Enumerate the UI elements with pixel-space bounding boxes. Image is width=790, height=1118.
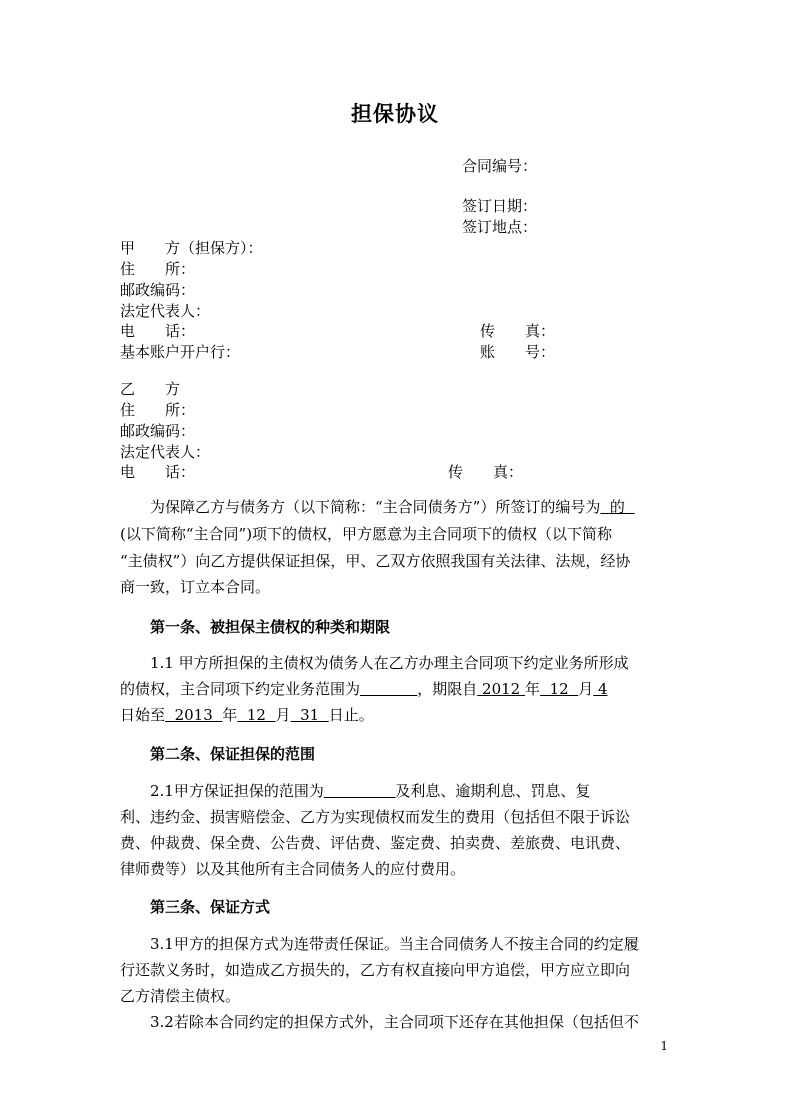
party-a-address-label: 住 所： [120, 260, 196, 278]
party-a-legal-rep-label: 法定代表人： [120, 302, 211, 320]
article-1-line [120, 679, 608, 699]
text-span: 的债权，主合同项下约定业务范围为 [120, 680, 361, 698]
sign-date-label: 签订日期： [462, 197, 538, 215]
party-a-account-label: 账 号： [480, 343, 556, 361]
article-1-line [120, 705, 374, 725]
article-3-line: 3.2若除本合同约定的担保方式外，主合同项下还存在其他担保（包括但不 [150, 1013, 639, 1031]
business-scope-blank [360, 680, 417, 698]
party-a-bank-label: 基本账户开户行： [120, 343, 241, 361]
end-day-blank: 31 [300, 706, 320, 724]
intro-line: 商一致，订立本合同。 [120, 578, 271, 596]
text-span: 月 [578, 680, 594, 698]
party-a-name-label: 甲 方（担保方）： [120, 239, 263, 257]
page-number: 1 [660, 1039, 668, 1053]
article-2-line: 费、仲裁费、保全费、公告费、评估费、鉴定费、拍卖费、差旅费、电讯费、 [120, 834, 631, 852]
article-3-line: 乙方清偿主债权。 [120, 987, 241, 1005]
article-1-heading: 第一条、被担保主债权的种类和期限 [150, 618, 391, 636]
text-span: 2.1甲方保证担保的范围为 [150, 782, 324, 800]
article-3-line: 行还款义务时，如造成乙方损失的，乙方有权直接向甲方追偿，甲方应立即向 [120, 961, 631, 979]
text-span: 及利息、逾期利息、罚息、复 [395, 782, 591, 800]
start-year-blank: 2012 [482, 680, 521, 698]
intro-line: “主债权”）向乙方提供保证担保，甲、乙双方依照我国有关法律、法规，经协 [120, 552, 631, 570]
document-title: 担保协议 [351, 101, 439, 126]
article-3-heading: 第三条、保证方式 [150, 898, 271, 916]
end-year-blank: 2013 [174, 706, 213, 724]
party-a-fax-label: 传 真： [480, 322, 556, 340]
start-day-blank: 4 [598, 680, 608, 698]
party-a-postcode-label: 邮政编码： [120, 281, 196, 299]
end-month-blank: 12 [246, 706, 266, 724]
text-span: 日止。 [328, 706, 374, 724]
article-2-heading: 第二条、保证担保的范围 [150, 745, 316, 763]
party-b-legal-rep-label: 法定代表人： [120, 443, 211, 461]
intro-line: (以下简称“主合同”)项下的债权，甲方愿意为主合同项下的债权（以下简称 [120, 525, 613, 543]
party-a-phone-label: 电 话： [120, 322, 196, 340]
article-3-line: 3.1甲方的担保方式为连带责任保证。当主合同债务人不按主合同的约定履 [150, 935, 639, 953]
party-b-address-label: 住 所： [120, 401, 196, 419]
guarantee-scope-blank [324, 782, 396, 800]
sign-place-label: 签订地点： [462, 218, 538, 236]
text-span: 年 [222, 706, 238, 724]
intro-text: 为保障乙方与债务方（以下简称：“主合同债务方”）所签订的编号为 [150, 498, 601, 516]
article-2-line: 律师费等）以及其他所有主合同债务人的应付费用。 [120, 860, 466, 878]
party-b-fax-label: 传 真： [448, 463, 524, 481]
article-1-line: 1.1 甲方所担保的主债权为债务人在乙方办理主合同项下约定业务所形成 [150, 654, 629, 672]
party-b-postcode-label: 邮政编码： [120, 422, 196, 440]
article-2-line [150, 781, 590, 801]
party-b-name-label: 乙 方 [120, 380, 181, 398]
article-2-line: 利、违约金、损害赔偿金、乙方为实现债权而发生的费用（包括但不限于诉讼 [120, 808, 631, 826]
intro-blank: 的 [609, 498, 625, 516]
party-b-phone-label: 电 话： [120, 463, 196, 481]
text-span: 年 [525, 680, 541, 698]
text-span: 日始至 [120, 706, 166, 724]
start-month-blank: 12 [549, 680, 569, 698]
intro-line [150, 497, 634, 517]
text-span: ，期限自 [417, 680, 478, 698]
text-span: 月 [275, 706, 291, 724]
contract-number-label: 合同编号： [462, 157, 538, 175]
